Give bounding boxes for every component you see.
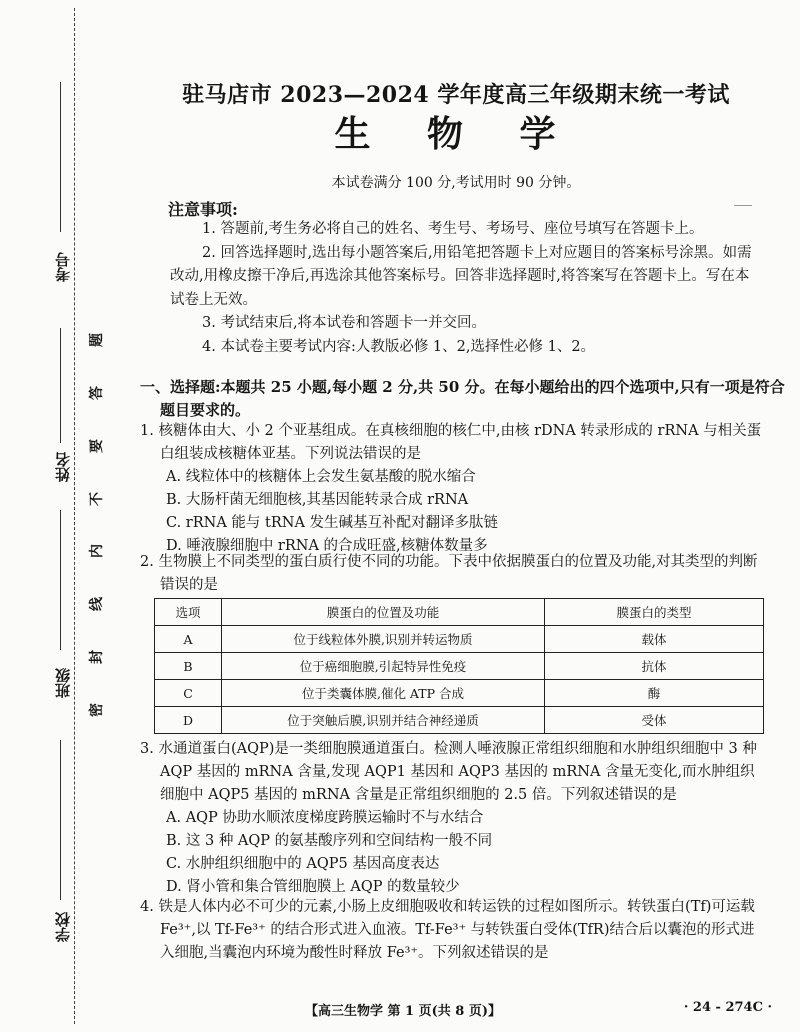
question-2 [140, 551, 765, 597]
binding-margin [0, 0, 120, 1032]
table-cell: 位于癌细胞膜,引起特异性免疫 [222, 653, 545, 680]
table-cell: 位于类囊体膜,催化 ATP 合成 [222, 680, 545, 707]
option-b: B. 这 3 种 AQP 的氨基酸序列和空间结构一般不同 [166, 833, 493, 849]
table-row [155, 707, 764, 734]
seal-char: 内 [89, 544, 105, 559]
option-c: C. 水肿组织细胞中的 AQP5 基因高度表达 [166, 856, 440, 872]
notice-item: 1. 答题前,考生务必将自己的姓名、考生号、考场号、座位号填写在答题卡上。 [202, 221, 704, 237]
option-b: B. 大肠杆菌无细胞核,其基因能转录合成 rRNA [166, 492, 469, 508]
seal-char: 答 [89, 385, 105, 400]
section-heading: 一、选择题:本题共 25 小题,每小题 2 分,共 50 分。在每小题给出的四个选项中,只有一项是符合题目要求的。 [140, 378, 785, 419]
option-a: A. 线粒体中的核糖体上会发生氨基酸的脱水缩合 [166, 469, 476, 485]
membrane-protein-table [154, 598, 764, 734]
table-cell: B [155, 653, 222, 680]
exam-number-label: 考号 [54, 252, 72, 282]
name-label: 姓名 [54, 452, 72, 482]
table-header-row [155, 599, 764, 626]
seal-char: 线 [89, 597, 105, 612]
table-header: 选项 [155, 599, 222, 626]
seal-char: 密 [89, 702, 105, 717]
table-cell: 载体 [545, 626, 764, 653]
seal-char: 要 [89, 438, 105, 453]
school-line [60, 740, 62, 900]
notice-item: 4. 本试卷主要考试内容:人教版必修 1、2,选择性必修 1、2。 [202, 338, 596, 355]
question-4 [140, 896, 765, 965]
notice-item: 2. 回答选择题时,选出每小题答案后,用铅笔把答题卡上对应题目的答案标号涂黑。如需改动,用橡皮擦干净后,再选涂其他答案标号。回答非选择题时,将答案写在答题卡上。写在本试卷上无效。 [170, 244, 752, 308]
table-cell: C [155, 680, 222, 707]
subject-title: 生 物 学 [334, 113, 578, 155]
seal-char: 封 [89, 650, 105, 665]
table-cell: 酶 [545, 680, 764, 707]
dash-mark [734, 205, 752, 206]
table-header: 膜蛋白的位置及功能 [222, 599, 545, 626]
question-stem: 2. 生物膜上不同类型的蛋白质行使不同的功能。下表中依据膜蛋白的位置及功能,对其类型的判断错误的是 [140, 554, 758, 593]
table-cell: D [155, 707, 222, 734]
table-cell: 位于线粒体外膜,识别并转运物质 [222, 626, 545, 653]
table-header: 膜蛋白的类型 [545, 599, 764, 626]
table-cell: 受体 [545, 707, 764, 734]
question-stem: 4. 铁是人体内必不可少的元素,小肠上皮细胞吸收和转运铁的过程如图所示。转铁蛋白(Tf)可运载 Fe³⁺,以 Tf-Fe³⁺ 的结合形式进入血液。Tf-Fe³⁺ 与转铁蛋白受体(TfR)结合后以囊泡的形式进入细胞,当囊泡内环境为酸性时释放 Fe³⁺。下列叙述错误的是 [140, 899, 755, 961]
school-label: 学校 [54, 912, 72, 942]
footer-page-label: 【高三生物学 第 1 页(共 8 页)】 [305, 1004, 502, 1019]
notice-title: 注意事项: [168, 200, 238, 219]
score-line: 本试卷满分 100 分,考试用时 90 分钟。 [331, 175, 581, 191]
question-1 [140, 420, 765, 558]
name-line [60, 328, 62, 443]
class-label: 班级 [54, 668, 72, 698]
option-d: D. 唾液腺细胞中 rRNA 的合成旺盛,核糖体数量多 [166, 538, 488, 554]
question-3 [140, 738, 765, 899]
option-d: D. 肾小管和集合管细胞膜上 AQP 的数量较少 [166, 879, 460, 895]
seal-char: 不 [89, 491, 105, 506]
table-row [155, 626, 764, 653]
table-cell: 位于突触后膜,识别并结合神经递质 [222, 707, 545, 734]
seal-char: 题 [89, 333, 105, 347]
question-stem: 1. 核糖体由大、小 2 个亚基组成。在真核细胞的核仁中,由核 rDNA 转录形成的 rRNA 与相关蛋白组装成核糖体亚基。下列说法错误的是 [140, 423, 762, 462]
table-row [155, 653, 764, 680]
seal-warning [86, 330, 106, 720]
fold-line [74, 8, 75, 1024]
option-a: A. AQP 协助水顺浓度梯度跨膜运输时不与水结合 [166, 810, 484, 826]
notice-item: 3. 考试结束后,将本试卷和答题卡一并交回。 [202, 315, 487, 331]
exam-number-line [60, 82, 62, 232]
table-cell: A [155, 626, 222, 653]
question-stem: 3. 水通道蛋白(AQP)是一类细胞膜通道蛋白。检测人唾液腺正常组织细胞和水肿组织细胞中 3 种 AQP 基因的 mRNA 含量,发现 AQP1 基因和 AQP3 基因的 mRNA 含量无变化,而水肿组织细胞中 AQP5 基因的 mRNA 含量是正常组织细胞的 2.5 倍。下列叙述错误的是 [140, 741, 757, 803]
option-c: C. rRNA 能与 tRNA 发生碱基互补配对翻译多肽链 [166, 515, 499, 531]
table-row [155, 680, 764, 707]
exam-title: 驻马店市 2023—2024 学年度高三年级期末统一考试 [182, 82, 730, 108]
class-line [60, 510, 62, 650]
table-cell: 抗体 [545, 653, 764, 680]
notice-list [170, 218, 760, 359]
footer-code: · 24 - 274C · [683, 1000, 772, 1015]
